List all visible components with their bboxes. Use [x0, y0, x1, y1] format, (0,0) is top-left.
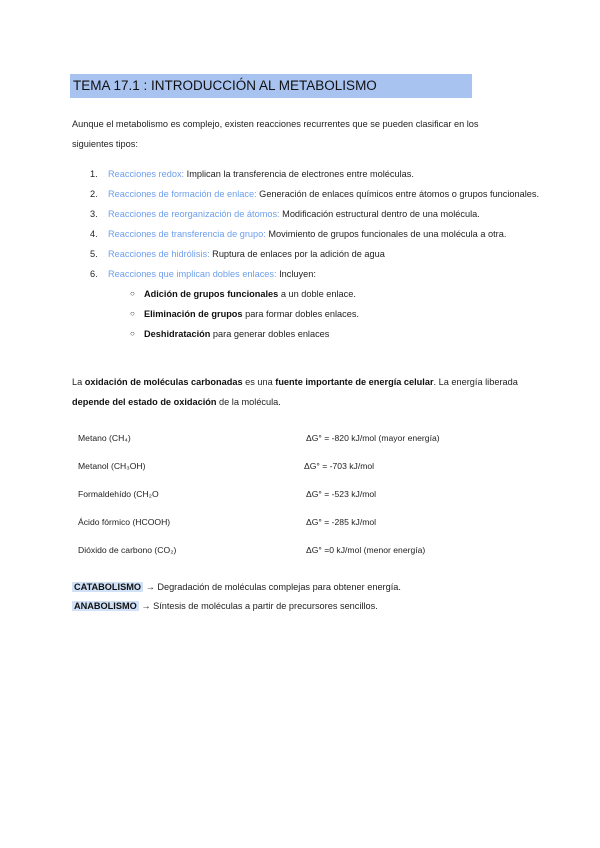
oxidation-paragraph	[72, 372, 532, 412]
circle-bullet-icon: ○	[130, 309, 135, 318]
catabolism-text: → Degradación de moléculas complejas para obtener energía.	[143, 582, 401, 592]
molecule-name: Metanol (CH₃OH)	[78, 461, 146, 471]
text-run: . La energía liberada	[433, 377, 518, 387]
sub-list-item	[108, 284, 542, 304]
sub-list-item	[108, 304, 542, 324]
sub-item-text: para formar dobles enlaces.	[242, 309, 359, 319]
reaction-name: Reacciones de hidrólisis:	[108, 249, 210, 259]
sub-item-bold: Adición de grupos funcionales	[144, 289, 279, 299]
reaction-desc: Ruptura de enlaces por la adición de agua	[209, 249, 385, 259]
molecule-row	[78, 545, 538, 559]
molecule-energy: ΔG° = -703 kJ/mol	[304, 461, 375, 471]
molecule-name: Dióxido de carbono (CO₂)	[78, 545, 177, 555]
list-item	[72, 244, 542, 264]
reaction-desc: Generación de enlaces químicos entre átomos o grupos funcionales.	[256, 189, 540, 199]
molecule-name: Ácido fórmico (HCOOH)	[78, 517, 171, 527]
bold-run: oxidación de moléculas carbonadas	[84, 377, 243, 387]
list-item	[72, 204, 542, 224]
list-number: 2.	[90, 189, 98, 199]
sub-list	[108, 284, 542, 344]
anabolism-tag: ANABOLISMO	[74, 601, 137, 611]
list-number: 6.	[90, 269, 98, 279]
molecule-row	[78, 461, 538, 475]
list-item	[72, 264, 542, 344]
molecule-energy: ΔG° = -820 kJ/mol (mayor energía)	[306, 433, 440, 443]
reaction-name: Reacciones que implican dobles enlaces:	[108, 269, 277, 279]
page-title: TEMA 17.1 : INTRODUCCIÓN AL METABOLISMO	[70, 74, 472, 98]
intro-paragraph: Aunque el metabolismo es complejo, existen reacciones recurrentes que se pueden clasificar en los siguientes tipos:	[72, 119, 479, 149]
molecule-energy: ΔG° = -523 kJ/mol	[306, 489, 377, 499]
reaction-desc: Modificación estructural dentro de una molécula.	[279, 209, 480, 219]
sub-item-text: para generar dobles enlaces	[210, 329, 330, 339]
sub-list-item	[108, 324, 542, 344]
molecule-energy: ΔG° = -285 kJ/mol	[306, 517, 377, 527]
reaction-desc: Incluyen:	[276, 269, 316, 279]
list-number: 1.	[90, 169, 98, 179]
molecule-row	[78, 517, 538, 531]
anabolism-text: → Síntesis de moléculas a partir de precursores sencillos.	[138, 601, 378, 611]
reaction-name: Reacciones de transferencia de grupo:	[108, 229, 266, 239]
text-run: La	[72, 377, 85, 387]
anabolism-line	[72, 597, 378, 615]
text-run: es una	[242, 377, 276, 387]
reaction-name: Reacciones de reorganización de átomos:	[108, 209, 280, 219]
circle-bullet-icon: ○	[130, 329, 135, 338]
catabolism-line	[72, 578, 401, 596]
list-item	[72, 224, 542, 244]
circle-bullet-icon: ○	[130, 289, 135, 298]
molecule-row	[78, 433, 538, 447]
molecule-name: Metano (CH₄)	[78, 433, 131, 443]
reaction-name: Reacciones redox:	[108, 169, 185, 179]
list-number: 5.	[90, 249, 98, 259]
sub-item-bold: Deshidratación	[144, 329, 211, 339]
sub-item-bold: Eliminación de grupos	[144, 309, 243, 319]
molecule-row	[78, 489, 538, 503]
text-run: de la molécula.	[216, 397, 281, 407]
list-item	[72, 164, 542, 184]
reaction-name: Reacciones de formación de enlace:	[108, 189, 257, 199]
molecule-energy: ΔG° =0 kJ/mol (menor energía)	[306, 545, 426, 555]
list-item	[72, 184, 542, 204]
sub-item-text: a un doble enlace.	[278, 289, 356, 299]
list-number: 4.	[90, 229, 98, 239]
reaction-desc: Implican la transferencia de electrones entre moléculas.	[184, 169, 414, 179]
bold-run: fuente importante de energía celular	[275, 377, 434, 387]
molecule-name: Formaldehído (CH₂O	[78, 489, 159, 499]
reaction-desc: Movimiento de grupos funcionales de una molécula a otra.	[265, 229, 507, 239]
catabolism-tag: CATABOLISMO	[74, 582, 142, 592]
reaction-types-list	[72, 164, 542, 344]
bold-run: depende del estado de oxidación	[72, 397, 217, 407]
list-number: 3.	[90, 209, 98, 219]
